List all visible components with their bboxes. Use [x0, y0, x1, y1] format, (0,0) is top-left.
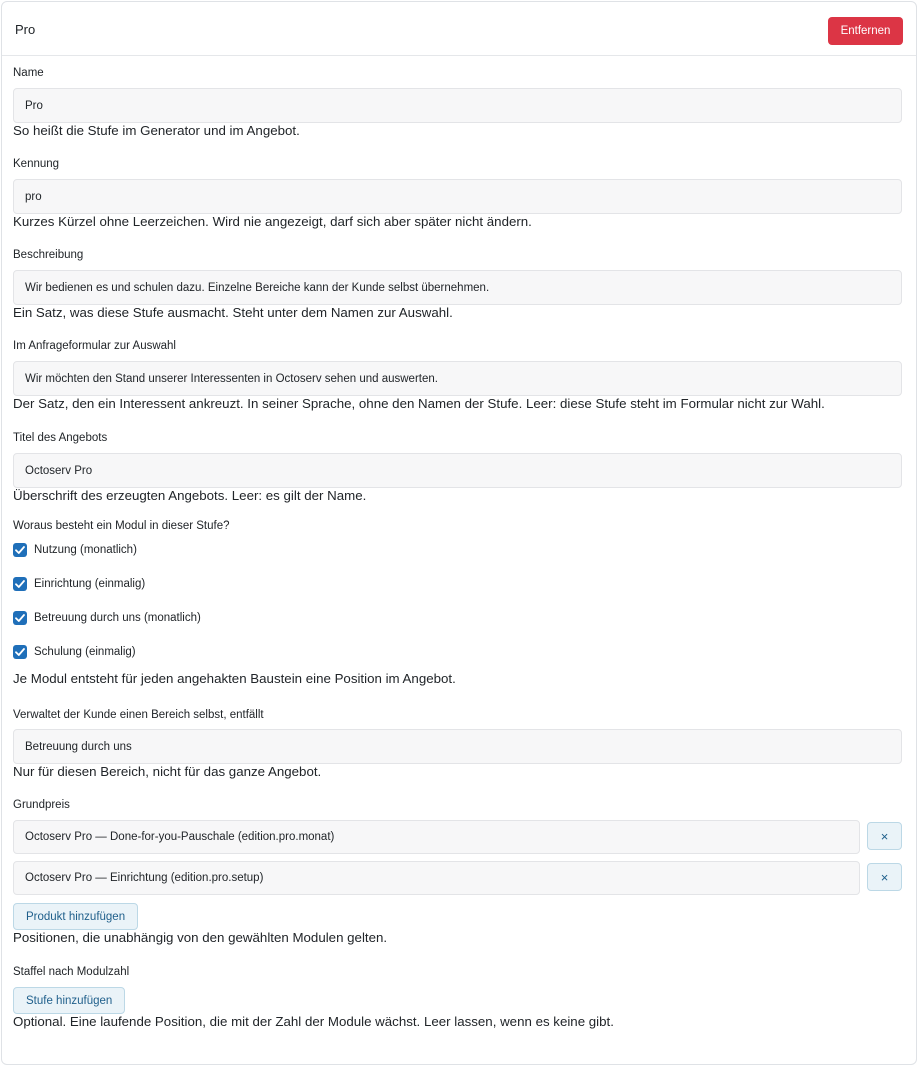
anfrage-field — [13, 338, 902, 411]
beschreibung-input[interactable]: Wir bedienen es und schulen dazu. Einzelne Bereiche kann der Kunde selbst übernehmen. — [13, 270, 902, 305]
modul-option-label: Einrichtung (einmalig) — [34, 578, 146, 590]
modul-help: Je Modul entsteht für jeden angehakten Baustein eine Position im Angebot. — [13, 671, 456, 686]
kennung-help: Kurzes Kürzel ohne Leerzeichen. Wird nie angezeigt, darf sich aber später nicht ändern. — [13, 214, 532, 229]
grundpreis-label: Grundpreis — [13, 799, 70, 811]
verwaltet-help: Nur für diesen Bereich, nicht für das ganze Angebot. — [13, 764, 322, 779]
modul-option-schulung[interactable] — [13, 644, 136, 660]
name-help: So heißt die Stufe im Generator und im Angebot. — [13, 123, 300, 138]
titel-field — [13, 430, 902, 503]
modul-option-label: Schulung (einmalig) — [34, 646, 136, 658]
titel-label: Titel des Angebots — [13, 432, 108, 444]
kennung-field — [13, 156, 902, 229]
remove-button[interactable]: Entfernen — [828, 17, 903, 45]
titel-input[interactable]: Octoserv Pro — [13, 453, 902, 488]
staffel-label: Staffel nach Modulzahl — [13, 966, 130, 978]
remove-product-button[interactable] — [867, 863, 902, 891]
verwaltet-label: Verwaltet der Kunde einen Bereich selbst, entfällt — [13, 709, 264, 721]
beschreibung-field — [13, 247, 902, 320]
checkbox-checked-icon[interactable] — [13, 543, 27, 557]
product-select[interactable]: Octoserv Pro — Einrichtung (edition.pro.setup) — [13, 861, 860, 895]
anfrage-input[interactable]: Wir möchten den Stand unserer Interessenten in Octoserv sehen und auswerten. — [13, 361, 902, 396]
verwaltet-input[interactable]: Betreuung durch uns — [13, 729, 902, 764]
add-tier-button[interactable]: Stufe hinzufügen — [13, 987, 125, 1014]
close-icon: × — [880, 828, 889, 844]
modul-option-label: Nutzung (monatlich) — [34, 544, 137, 556]
kennung-input[interactable]: pro — [13, 179, 902, 214]
staffel-help: Optional. Eine laufende Position, die mit der Zahl der Module wächst. Leer lassen, wenn es keine gibt. — [13, 1014, 614, 1029]
kennung-label: Kennung — [13, 158, 60, 170]
modul-label: Woraus besteht ein Modul in dieser Stufe? — [13, 520, 230, 532]
verwaltet-field — [13, 707, 902, 779]
checkbox-checked-icon[interactable] — [13, 611, 27, 625]
modul-option-einrichtung[interactable] — [13, 576, 145, 592]
checkbox-checked-icon[interactable] — [13, 577, 27, 591]
card-header — [2, 2, 916, 56]
close-icon: × — [880, 869, 889, 885]
beschreibung-label: Beschreibung — [13, 249, 84, 261]
checkbox-checked-icon[interactable] — [13, 645, 27, 659]
modul-option-label: Betreuung durch uns (monatlich) — [34, 612, 201, 624]
anfrage-help: Der Satz, den ein Interessent ankreuzt. In seiner Sprache, ohne den Namen der Stufe. Leer: diese Stufe steht im Formular nicht zur Wahl. — [13, 396, 825, 411]
name-label: Name — [13, 67, 44, 79]
modul-option-nutzung[interactable] — [13, 542, 137, 558]
grundpreis-help: Positionen, die unabhängig von den gewählten Modulen gelten. — [13, 930, 388, 945]
anfrage-label: Im Anfrageformular zur Auswahl — [13, 340, 176, 352]
remove-product-button[interactable] — [867, 822, 902, 850]
add-product-button[interactable]: Produkt hinzufügen — [13, 903, 138, 930]
beschreibung-help: Ein Satz, was diese Stufe ausmacht. Steht unter dem Namen zur Auswahl. — [13, 305, 453, 320]
name-input[interactable]: Pro — [13, 88, 902, 123]
modul-option-betreuung[interactable] — [13, 610, 201, 626]
name-field — [13, 65, 902, 138]
titel-help: Überschrift des erzeugten Angebots. Leer: es gilt der Name. — [13, 488, 367, 503]
product-select[interactable]: Octoserv Pro — Done-for-you-Pauschale (edition.pro.monat) — [13, 820, 860, 854]
tier-title: Pro — [15, 22, 36, 37]
